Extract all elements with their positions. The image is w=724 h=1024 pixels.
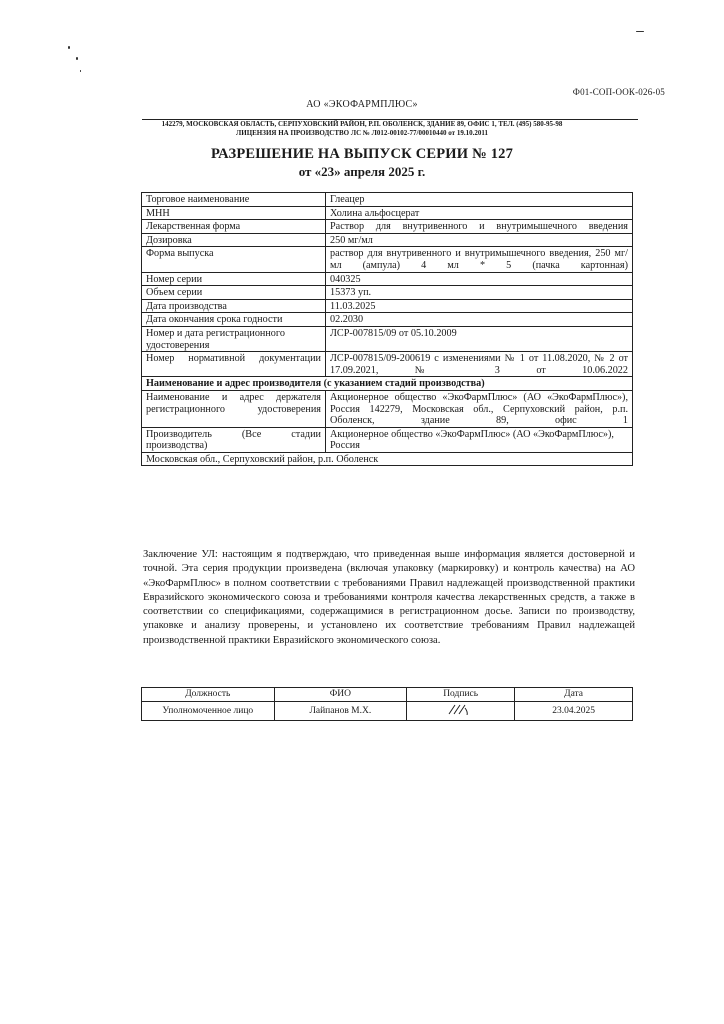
table-row bbox=[142, 452, 633, 466]
release-details-table bbox=[141, 192, 633, 466]
manufacturer-value: Акционерное общество «ЭкоФармПлюс» (АО «ЭкоФармПлюс»), Россия bbox=[326, 427, 633, 452]
signature-header-name: ФИО bbox=[274, 688, 407, 702]
table-row bbox=[142, 220, 633, 234]
signature-header-row bbox=[142, 688, 633, 702]
table-row bbox=[142, 272, 633, 286]
scan-speck bbox=[68, 46, 70, 49]
signature-header-position: Должность bbox=[142, 688, 275, 702]
page-title: РАЗРЕШЕНИЕ НА ВЫПУСК СЕРИИ № 127 bbox=[210, 146, 514, 162]
scan-speck bbox=[76, 57, 78, 60]
signer-signature bbox=[407, 702, 515, 721]
row-value: 040325 bbox=[326, 272, 633, 286]
row-label: МНН bbox=[142, 206, 326, 220]
signer-name: Лайпанов М.Х. bbox=[274, 702, 407, 721]
table-row bbox=[142, 247, 633, 272]
page-subtitle: от «23» апреля 2025 г. bbox=[298, 164, 426, 179]
table-row bbox=[142, 193, 633, 207]
row-label: Номер нормативной документации bbox=[142, 352, 326, 377]
row-label: Торговое наименование bbox=[142, 193, 326, 207]
row-value: раствор для внутривенного и внутримышечного введения, 250 мг/мл (ампула) 4 мл * 5 (пачка картонная) bbox=[326, 247, 633, 272]
organization-name: АО «ЭКОФАРМПЛЮС» bbox=[306, 99, 418, 110]
row-label: Лекарственная форма bbox=[142, 220, 326, 234]
row-label: Номер и дата регистрационного удостоверения bbox=[142, 326, 326, 351]
table-row bbox=[142, 326, 633, 351]
signer-position: Уполномоченное лицо bbox=[142, 702, 275, 721]
row-value: Холина альфосцерат bbox=[326, 206, 633, 220]
release-details-body bbox=[142, 193, 633, 377]
row-value: Глеацер bbox=[326, 193, 633, 207]
section-header-row bbox=[142, 377, 633, 391]
table-row bbox=[142, 352, 633, 377]
row-label: Объем серии bbox=[142, 286, 326, 300]
row-value: Раствор для внутривенного и внутримышечного введения bbox=[326, 220, 633, 234]
table-row bbox=[142, 299, 633, 313]
license-line: ЛИЦЕНЗИЯ НА ПРОИЗВОДСТВО ЛС № Л012-00102-77/00010440 от 19.10.2011 bbox=[236, 129, 488, 137]
signature-header-date: Дата bbox=[515, 688, 633, 702]
table-row bbox=[142, 390, 633, 427]
row-label: Форма выпуска bbox=[142, 247, 326, 272]
table-row bbox=[142, 313, 633, 327]
holder-label: Наименование и адрес держателя регистрационного удостоверения bbox=[142, 390, 326, 427]
signature-row bbox=[142, 702, 633, 721]
row-value: ЛСР-007815/09-200619 с изменениями № 1 от 11.08.2020, № 2 от 17.09.2021, № 3 от 10.06.2022 bbox=[326, 352, 633, 377]
manufacturer-label: Производитель (Все стадии производства) bbox=[142, 427, 326, 452]
signature-header-signature: Подпись bbox=[407, 688, 515, 702]
row-label: Номер серии bbox=[142, 272, 326, 286]
row-value: 15373 уп. bbox=[326, 286, 633, 300]
table-row bbox=[142, 427, 633, 452]
row-value: 250 мг/мл bbox=[326, 233, 633, 247]
row-label: Дата окончания срока годности bbox=[142, 313, 326, 327]
holder-value: Акционерное общество «ЭкоФармПлюс» (АО «ЭкоФармПлюс»), Россия 142279, Московская обл., Серпуховский район, р.п. Оболенск, здание 89, офис 1 bbox=[326, 390, 633, 427]
scan-speck bbox=[80, 70, 81, 72]
handwritten-signature bbox=[441, 703, 481, 715]
table-row bbox=[142, 233, 633, 247]
organization-address: 142279, МОСКОВСКАЯ ОБЛАСТЬ, СЕРПУХОВСКИЙ РАЙОН, Р.П. ОБОЛЕНСК, ЗДАНИЕ 89, ОФИС 1, ТЕЛ. (495) 580-95-98 bbox=[161, 120, 563, 128]
qualified-person-conclusion: Заключение УЛ: настоящим я подтверждаю, что приведенная выше информация является достоверной и точной. Эта серия продукции произведена (включая упаковку (маркировку) и контроль качества) на АО «ЭкоФармПлюс» в полном соответствии с требованиями Правил надлежащей производственной практики Евразийского экономического союза и требованиями контроля качества лекарственных средств, а также в соответствии со спецификациями, содержащимися в регистрационном досье. Записи по производству, упаковке и анализу проверены, и установлено их соответствие требованиям Правил надлежащей производственной практики Евразийского экономического союза. bbox=[143, 549, 635, 646]
table-row bbox=[142, 286, 633, 300]
row-value: 02.2030 bbox=[326, 313, 633, 327]
row-label: Дозировка bbox=[142, 233, 326, 247]
scan-speck bbox=[636, 31, 644, 32]
manufacturer-address: Московская обл., Серпуховский район, р.п. Оболенск bbox=[142, 452, 633, 466]
signature-table bbox=[141, 687, 633, 721]
row-label: Дата производства bbox=[142, 299, 326, 313]
section-header: Наименование и адрес производителя (с указанием стадий производства) bbox=[142, 377, 633, 391]
table-row bbox=[142, 206, 633, 220]
signature-date: 23.04.2025 bbox=[515, 702, 633, 721]
document-code: Ф01-СОП-ООК-026-05 bbox=[572, 87, 665, 97]
row-value: ЛСР-007815/09 от 05.10.2009 bbox=[326, 326, 633, 351]
row-value: 11.03.2025 bbox=[326, 299, 633, 313]
